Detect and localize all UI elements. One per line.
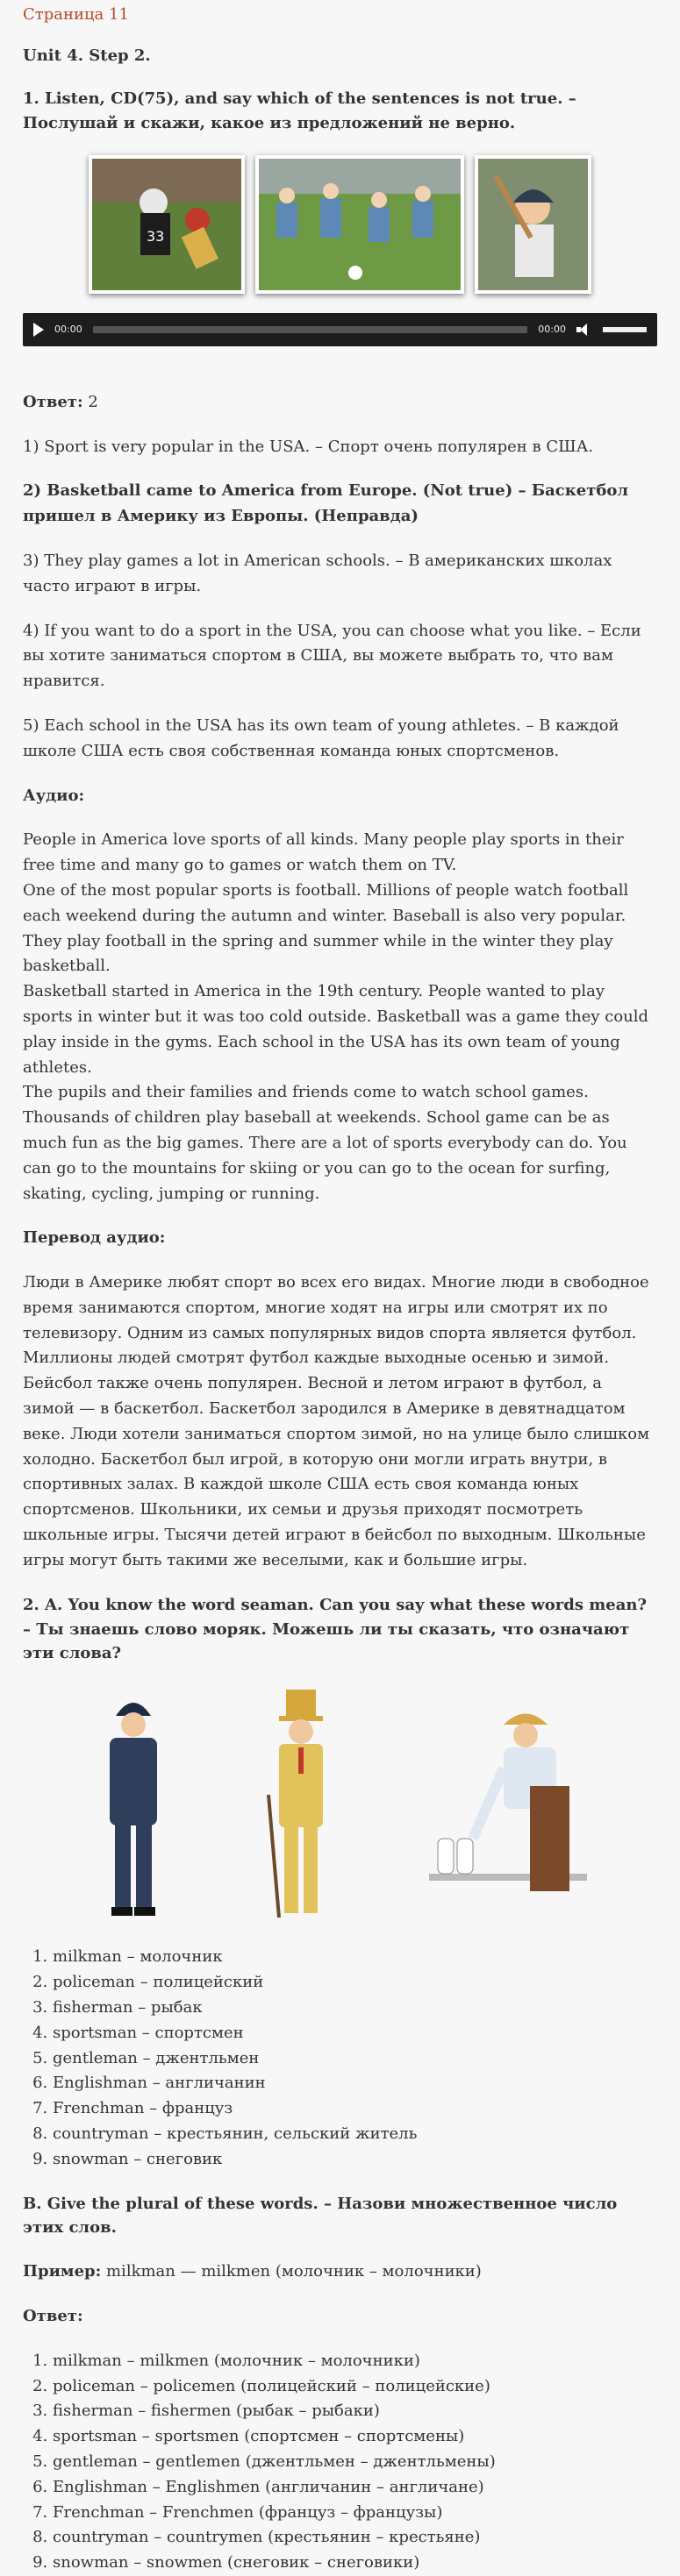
audio-heading: Аудио: bbox=[23, 786, 85, 805]
example-text: milkman — milkmen (молочник – молочники) bbox=[101, 2262, 482, 2281]
progress-bar[interactable] bbox=[93, 326, 528, 333]
svg-text:33: 33 bbox=[147, 227, 165, 245]
list-item: 7. Frenchman – француз bbox=[53, 2096, 657, 2122]
statement: 4) If you want to do a sport in the USA, you can choose what you like. – Если вы хотите заниматься спортом в США, вы можете выбрать то, что вам нравится. bbox=[23, 621, 641, 691]
task-1-heading: 1. Listen, CD(75), and say which of the sentences is not true. – Послушай и скажи, какое из предложений не верно. bbox=[23, 89, 576, 132]
audio-player[interactable] bbox=[23, 313, 657, 346]
people-illustrations bbox=[49, 1685, 631, 1922]
list-item: 3. fisherman – fishermen (рыбак – рыбаки) bbox=[53, 2399, 657, 2424]
word-list bbox=[23, 1945, 657, 2172]
volume-slider[interactable] bbox=[603, 327, 647, 332]
baseball-photo bbox=[475, 155, 591, 294]
translation-paragraph: Люди в Америке любят спорт во всех его видах. Многие люди в свободное время занимаются спортом, многие ходят на игры или смотрят их по телевизору. Одним из самых популярных видов спорта является футбол. Миллионы людей смотрят футбол каждые выходные осенью и зимой. Бейсбол также очень популярен. Весной и летом играют в футбол, а зимой — в баскетбол. Баскетбол зародился в Америке в девятнадцатом веке. Люди хотели заниматься спортом зимой, но на улице было слишком холодно. Баскетбол был игрой, в которую они могли играть внутри, в спортивных залах. В каждой школе США есть своя команда юных спортсменов. Школьники, их семьи и друзья приходят посмотреть школьные игры. Тысячи детей играют в бейсбол по выходным. Школьные игры могут быть такими же веселыми, как и большие игры. bbox=[23, 1273, 650, 1569]
policeman-illustration bbox=[85, 1690, 182, 1922]
example bbox=[23, 2259, 657, 2285]
audio-paragraph: The pupils and their families and friends come to watch school games. Thousands of children play baseball at weekends. School game can be as much fun as the big games. There are a lot of sports everybody can do. You can go to the mountains for skiing or you can go to the ocean for surfing, skating, cycling, jumping or running. bbox=[23, 1083, 627, 1203]
task-2a-heading: 2. A. You know the word seaman. Can you say what these words mean? – Ты знаешь слово моряк. Можешь ли ты сказать, что означают эти слова? bbox=[23, 1595, 648, 1663]
list-item: 6. Englishman – англичанин bbox=[53, 2071, 657, 2096]
list-item: 4. sportsman – спортсмен bbox=[53, 2021, 657, 2046]
play-icon[interactable] bbox=[33, 323, 44, 337]
list-item: 6. Englishman – Englishmen (англичанин – англичане) bbox=[53, 2475, 657, 2501]
list-item: 7. Frenchman – Frenchmen (француз – французы) bbox=[53, 2501, 657, 2526]
list-item: 2. policeman – полицейский bbox=[53, 1970, 657, 1996]
list-item: 8. countryman – крестьянин, сельский житель bbox=[53, 2122, 657, 2147]
plural-list bbox=[23, 2349, 657, 2576]
task-2b-heading: B. Give the plural of these words. – Назови множественное число этих слов. bbox=[23, 2194, 618, 2238]
list-item: 8. countryman – countrymen (крестьянин – крестьяне) bbox=[53, 2525, 657, 2551]
audio-paragraph: One of the most popular sports is football. Millions of people watch football each weekend during the autumn and winter. Baseball is also very popular. They play football in the spring and summer while in the winter they play basketball. bbox=[23, 880, 629, 976]
list-item: 3. fisherman – рыбак bbox=[53, 1996, 657, 2021]
list-item: 9. snowman – снеговик bbox=[53, 2147, 657, 2173]
answer-1 bbox=[23, 390, 657, 416]
list-item: 1. milkman – milkmen (молочник – молочники) bbox=[53, 2349, 657, 2374]
list-item: 1. milkman – молочник bbox=[53, 1945, 657, 1970]
answer-2-label: Ответ: bbox=[23, 2307, 83, 2326]
list-item: 5. gentleman – gentlemen (джентльмен – джентльмены) bbox=[53, 2450, 657, 2475]
answer-1-label: Ответ: bbox=[23, 392, 83, 411]
list-item: 5. gentleman – джентльмен bbox=[53, 2046, 657, 2072]
statement: 3) They play games a lot in American schools. – В американских школах часто играют в игры. bbox=[23, 551, 612, 595]
statement: 1) Sport is very popular in the USA. – Спорт очень популярен в США. bbox=[23, 437, 594, 456]
statement: 5) Each school in the USA has its own team of young athletes. – В каждой школе США есть своя собственная команда юных спортсменов. bbox=[23, 715, 619, 760]
answer-1-value: 2 bbox=[88, 392, 98, 411]
list-item: 9. snowman – snowmen (снеговик – снеговики) bbox=[53, 2551, 657, 2576]
volume-icon[interactable] bbox=[576, 324, 592, 336]
current-time: 00:00 bbox=[54, 324, 82, 336]
soccer-photo bbox=[255, 155, 464, 294]
audio-transcript bbox=[23, 828, 657, 1206]
duration: 00:00 bbox=[538, 324, 566, 336]
list-item: 2. policeman – policemen (полицейский – полицейские) bbox=[53, 2374, 657, 2400]
gentleman-illustration bbox=[253, 1690, 349, 1922]
list-item: 4. sportsman – sportsmen (спортсмен – спортсмены) bbox=[53, 2424, 657, 2450]
statement: 2) Basketball came to America from Europe. (Not true) – Баскетбол пришел в Америку из Европы. (Неправда) bbox=[23, 481, 629, 526]
example-label: Пример: bbox=[23, 2262, 102, 2281]
page-link[interactable]: Страница 11 bbox=[23, 5, 129, 24]
translation-heading: Перевод аудио: bbox=[23, 1228, 166, 1248]
sports-photos bbox=[23, 155, 657, 294]
unit-title: Unit 4. Step 2. bbox=[23, 46, 151, 65]
audio-paragraph: People in America love sports of all kinds. Many people play sports in their free time and many go to games or watch them on TV. bbox=[23, 830, 624, 875]
football-photo bbox=[89, 155, 245, 294]
translation-text bbox=[23, 1270, 657, 1574]
audio-paragraph: Basketball started in America in the 19th century. People wanted to play sports in winter but it was too cold outside. Basketball was a game they could play inside in the gyms. Each school in the USA has its own team of young athletes. bbox=[23, 982, 649, 1077]
milkman-illustration bbox=[420, 1690, 596, 1922]
